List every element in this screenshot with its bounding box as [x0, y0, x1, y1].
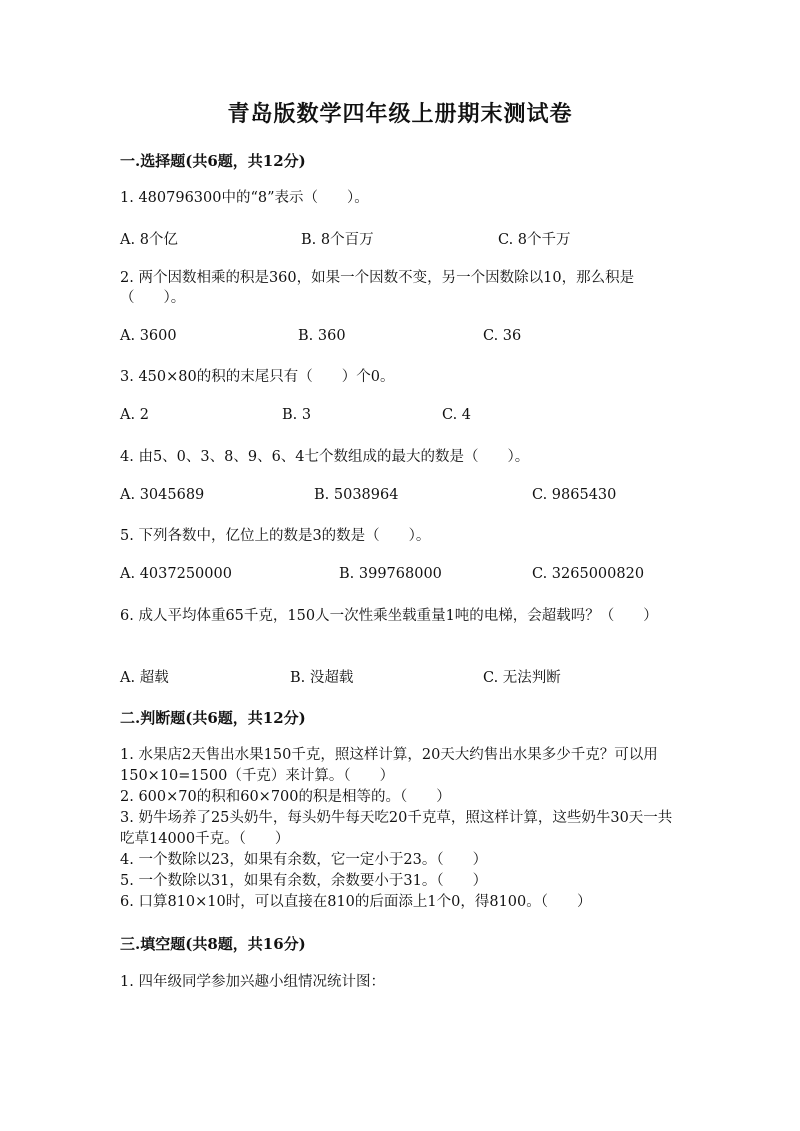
option-c: C. 9865430 — [532, 487, 617, 503]
judge-question-4: 4. 一个数除以23，如果有余数，它一定小于23。（ ） — [120, 852, 488, 868]
option-c: C. 36 — [483, 328, 522, 344]
option-a: A. 3045689 — [120, 487, 205, 503]
choice-question-4: 4. 由5、0、3、8、9、6、4七个数组成的最大的数是（ ）。 — [120, 449, 530, 465]
option-b: B. 3 — [282, 407, 312, 423]
option-a: A. 8个亿 — [120, 232, 178, 248]
option-b: B. 8个百万 — [301, 232, 374, 248]
choice-options-5 — [120, 566, 720, 586]
option-b: B. 没超载 — [290, 670, 354, 686]
judge-question-5: 5. 一个数除以31，如果有余数，余数要小于31。（ ） — [120, 873, 488, 889]
choice-question-6: 6. 成人平均体重65千克，150人一次性乘坐载重量1吨的电梯，会超载吗？（ ） — [120, 608, 658, 624]
judge-question-list — [120, 745, 680, 913]
judge-question-3: 3. 奶牛场养了25头奶牛，每头奶牛每天吃20千克草，照这样计算，这些奶牛30天一共吃草14000千克。（ ） — [120, 810, 673, 847]
option-a: A. 超载 — [120, 670, 169, 686]
choice-options-1 — [120, 228, 720, 248]
option-b: B. 399768000 — [339, 566, 442, 582]
choice-options-4 — [120, 487, 720, 507]
option-a: A. 2 — [120, 407, 149, 423]
choice-options-3 — [120, 407, 720, 427]
page-title: 青岛版数学四年级上册期末测试卷 — [227, 101, 573, 127]
fill-question-1: 1. 四年级同学参加兴趣小组情况统计图： — [120, 974, 385, 990]
option-c: C. 无法判断 — [483, 670, 561, 686]
choice-options-6 — [120, 666, 720, 686]
section-heading-choice: 一.选择题(共6题，共12分) — [120, 152, 306, 170]
option-c: C. 3265000820 — [532, 566, 645, 582]
choice-question-3: 3. 450×80的积的末尾只有（ ）个0。 — [120, 369, 395, 385]
option-b: B. 5038964 — [314, 487, 399, 503]
choice-options-2 — [120, 328, 720, 348]
option-a: A. 3600 — [120, 328, 177, 344]
option-a: A. 4037250000 — [120, 566, 232, 582]
judge-question-6: 6. 口算810×10时，可以直接在810的后面添上1个0，得8100。（ ） — [120, 894, 592, 910]
choice-question-1: 1. 480796300中的“8”表示（ ）。 — [120, 190, 369, 206]
option-b: B. 360 — [298, 328, 346, 344]
choice-question-5: 5. 下列各数中，亿位上的数是3的数是（ ）。 — [120, 528, 431, 544]
judge-question-2: 2. 600×70的积和60×700的积是相等的。（ ） — [120, 789, 451, 805]
section-heading-judge: 二.判断题(共6题，共12分) — [120, 709, 306, 727]
section-heading-fill: 三.填空题(共8题，共16分) — [120, 935, 306, 953]
option-c: C. 8个千万 — [498, 232, 571, 248]
choice-question-2: 2. 两个因数相乘的积是360，如果一个因数不变，另一个因数除以10，那么积是（ ）。 — [120, 270, 635, 306]
option-c: C. 4 — [442, 407, 472, 423]
judge-question-1: 1. 水果店2天售出水果150千克，照这样计算，20天大约售出水果多少千克？可以用150×10=1500（千克）来计算。（ ） — [120, 747, 658, 784]
